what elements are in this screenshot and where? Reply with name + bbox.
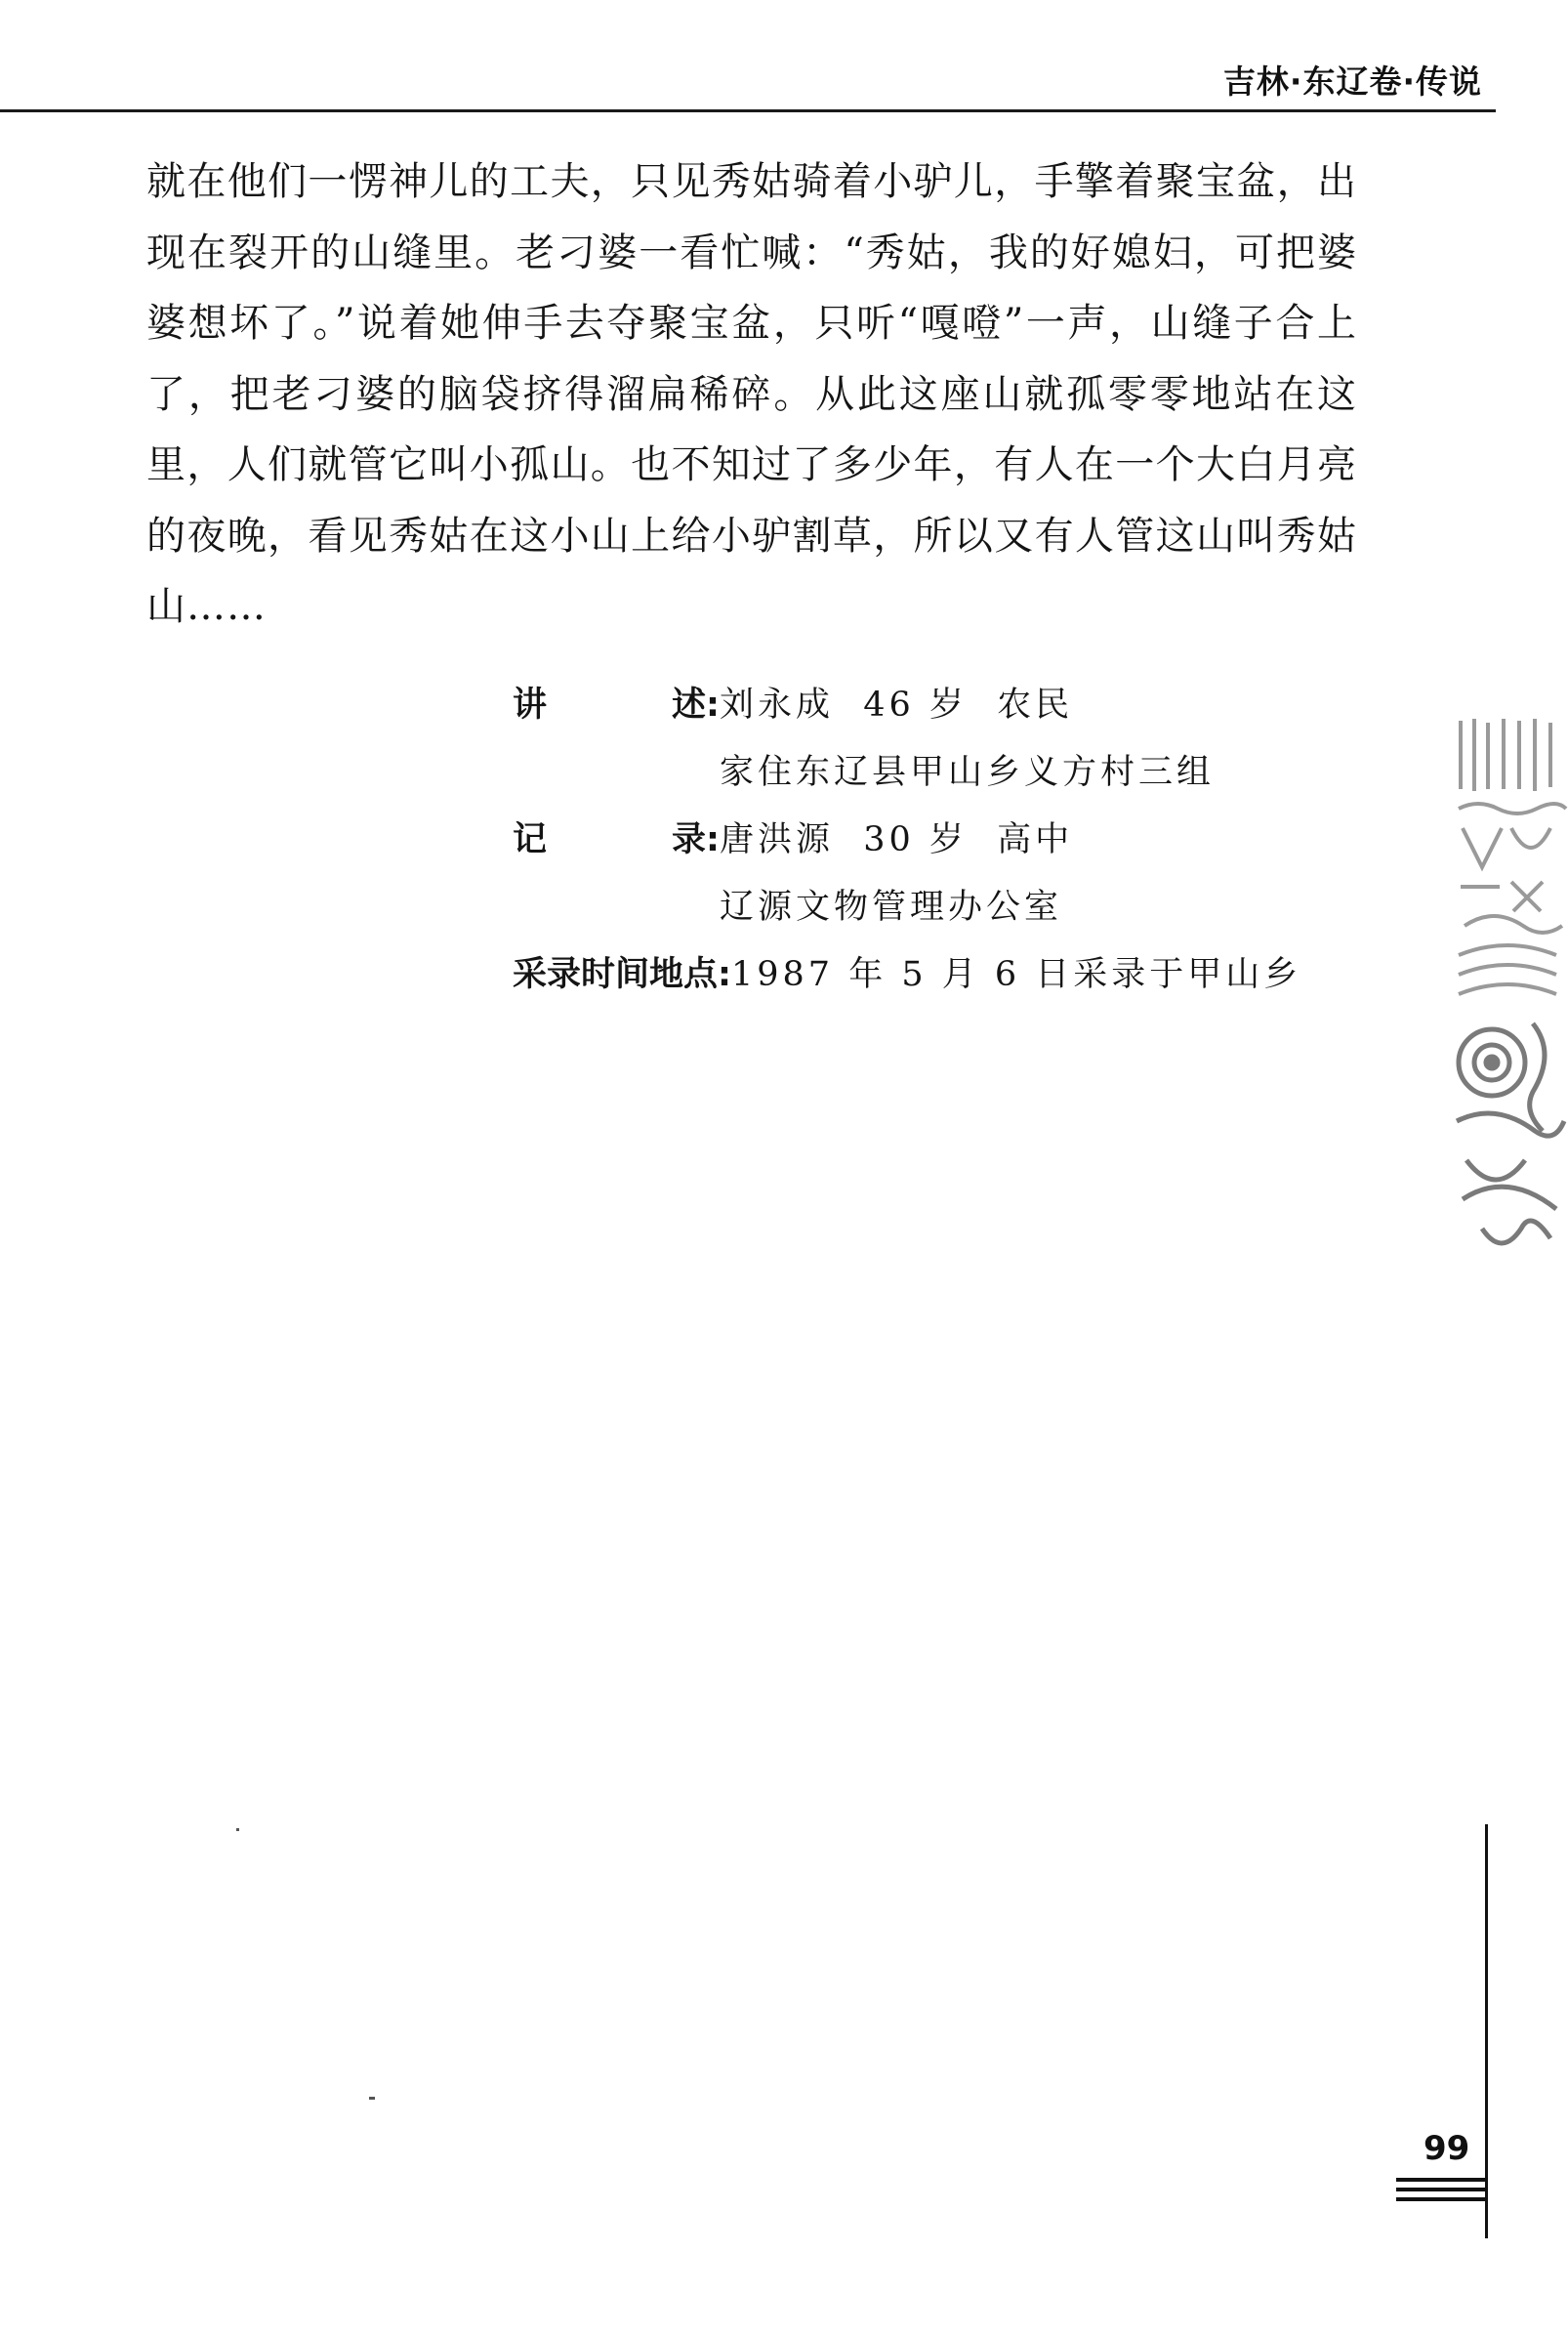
narrator-address: 家住东辽县甲山乡义方村三组: [720, 753, 1216, 792]
recorder-organization: 辽源文物管理办公室: [720, 888, 1063, 927]
story-paragraph: 就在他们一愣神儿的工夫，只见秀姑骑着小驴儿，手擎着聚宝盆，出现在裂开的山缝里。老刁婆一看忙喊：“秀姑，我的好媳妇，可把婆婆想坏了。”说着她伸手去夺聚宝盆，只听“嘎噔”一声，山缝子合上了，把老刁婆的脑袋挤得溜扁稀碎。从此这座山就孤零零地站在这里，人们就管它叫小孤山。也不知过了多少年，有人在一个大白月亮的夜晚，看见秀姑在这小山上给小驴割草，所以又有人管这山叫秀姑山……: [146, 159, 1357, 629]
credits-block: [513, 672, 1301, 1009]
narrator-row: [513, 672, 1301, 739]
decorative-sidebar-pattern: [1453, 711, 1568, 1287]
recorder-label: 记 录:: [513, 820, 720, 859]
page-number-rules: [1396, 2178, 1486, 2207]
time-place-label: 采录时间地点:: [513, 955, 731, 994]
narrator-label: 讲 述:: [513, 686, 720, 725]
print-speck: [369, 2097, 375, 2100]
recorder-row: [513, 807, 1301, 874]
narrator-info: 刘永成 46 岁 农民: [720, 686, 1074, 725]
recorder-info: 唐洪源 30 岁 高中: [720, 820, 1074, 859]
print-speck: [236, 1828, 239, 1831]
running-header: 吉林·东辽卷·传说: [1222, 63, 1482, 101]
time-place-row: [513, 941, 1301, 1009]
margin-rule: [1485, 1824, 1488, 2238]
header-rule: [0, 109, 1496, 112]
page-number: 99: [1424, 2129, 1470, 2168]
time-place-value: 1987 年 5 月 6 日采录于甲山乡: [731, 955, 1302, 994]
